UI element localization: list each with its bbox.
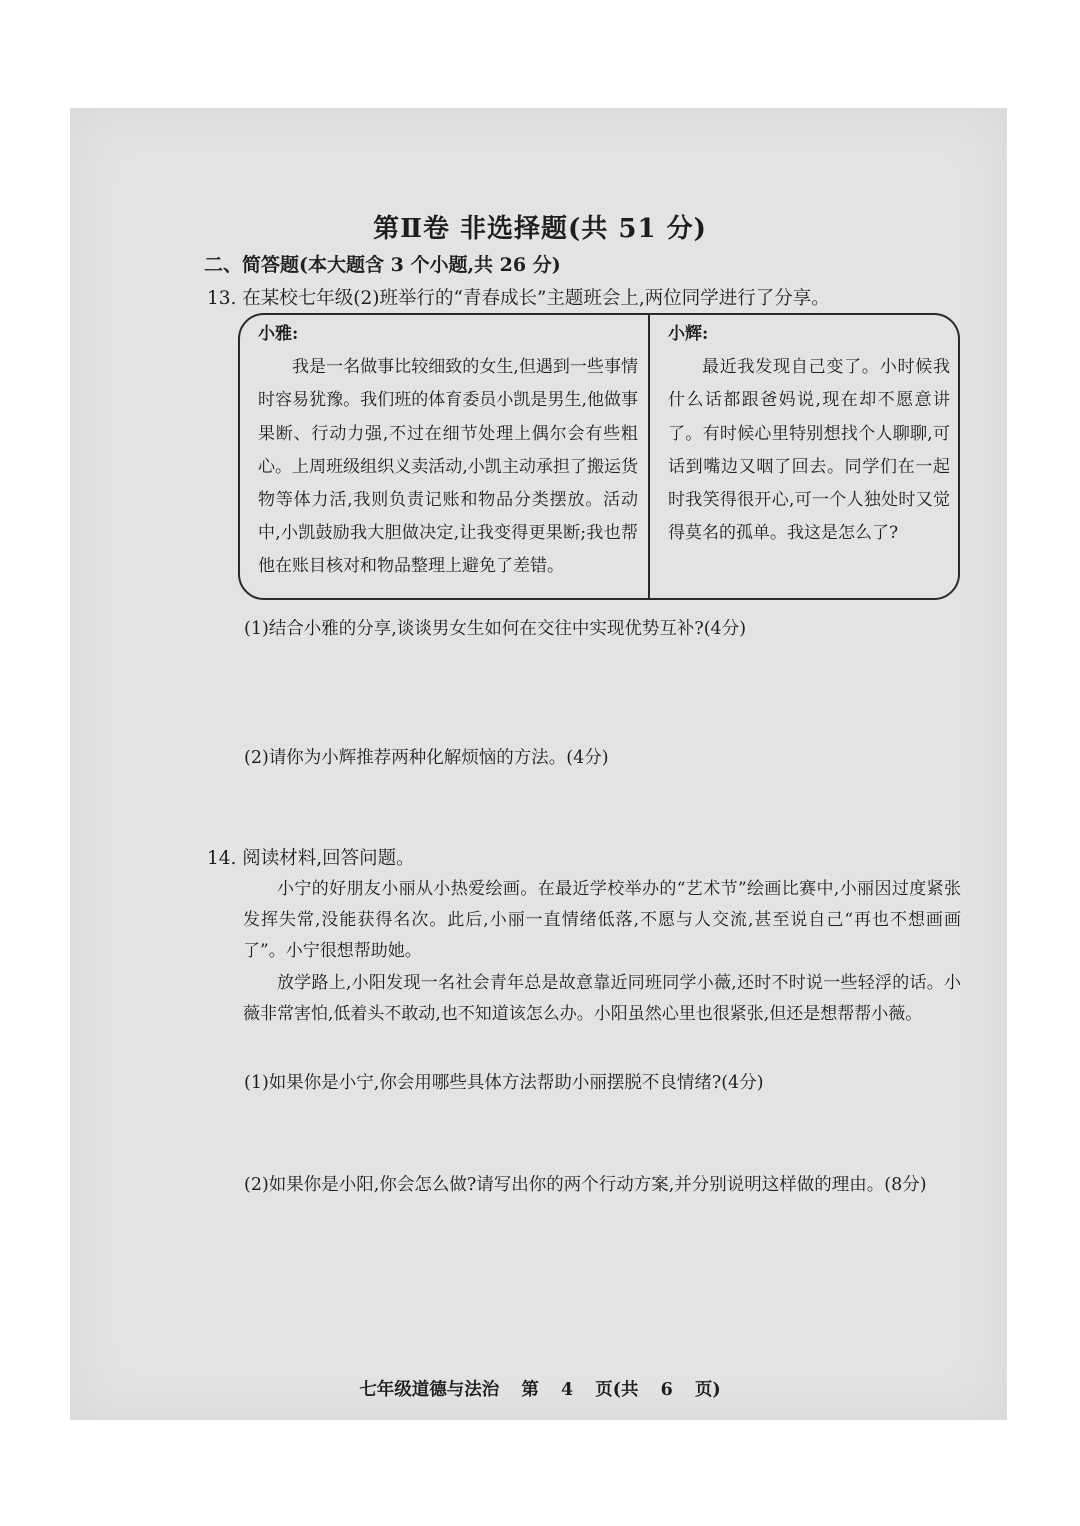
sharing-box-divider (648, 315, 650, 598)
speaker-xiaohui: 小辉: (668, 324, 709, 344)
question-14-material-1: 小宁的好朋友小丽从小热爱绘画。在最近学校举办的“艺术节”绘画比赛中,小丽因过度紧张发挥失常,没能获得名次。此后,小丽一直情绪低落,不愿与人交流,甚至说自己“再也不想画画了”。小宁很想帮助她。 (243, 879, 961, 961)
page-footer: 七年级道德与法治 第 4 页(共 6 页) (359, 1380, 721, 1400)
question-14-sub-2: (2)如果你是小阳,你会怎么做?请写出你的两个行动方案,并分别说明这样做的理由。(8分) (244, 1175, 927, 1195)
question-13-sub-2: (2)请你为小辉推荐两种化解烦恼的方法。(4分) (244, 748, 609, 768)
xiaohui-text: 最近我发现自己变了。小时候我什么话都跟爸妈说,现在却不愿意讲了。有时候心里特别想找个人聊聊,可话到嘴边又咽了回去。同学们在一起时我笑得很开心,可一个人独处时又觉得莫名的孤单。我这是怎么了? (668, 357, 950, 544)
xiaoya-text: 我是一名做事比较细致的女生,但遇到一些事情时容易犹豫。我们班的体育委员小凯是男生,他做事果断、行动力强,不过在细节处理上偶尔会有些粗心。上周班级组织义卖活动,小凯主动承担了搬运货物等体力活,我则负责记账和物品分类摆放。活动中,小凯鼓励我大胆做决定,让我变得更果断;我也帮他在账目核对和物品整理上避免了差错。 (258, 357, 638, 577)
question-13-sub-1: (1)结合小雅的分享,谈谈男女生如何在交往中实现优势互补?(4分) (244, 619, 747, 639)
sharing-right-column (668, 318, 950, 550)
section-heading: 二、简答题(本大题含 3 个小题,共 26 分) (204, 254, 561, 276)
question-13-stem: 13. 在某校七年级(2)班举行的“青春成长”主题班会上,两位同学进行了分享。 (207, 288, 830, 309)
question-14-stem: 14. 阅读材料,回答问题。 (207, 848, 415, 869)
speaker-xiaoya: 小雅: (258, 324, 299, 344)
sharing-left-column (258, 318, 638, 584)
question-14-material-2: 放学路上,小阳发现一名社会青年总是故意靠近同班同学小薇,还时不时说一些轻浮的话。小薇非常害怕,低着头不敢动,也不知道该怎么办。小阳虽然心里也很紧张,但还是想帮帮小薇。 (243, 973, 961, 1024)
paper-title: 第Ⅱ卷 非选择题(共 51 分) (373, 214, 707, 244)
question-14-sub-1: (1)如果你是小宁,你会用哪些具体方法帮助小丽摆脱不良情绪?(4分) (244, 1073, 764, 1093)
